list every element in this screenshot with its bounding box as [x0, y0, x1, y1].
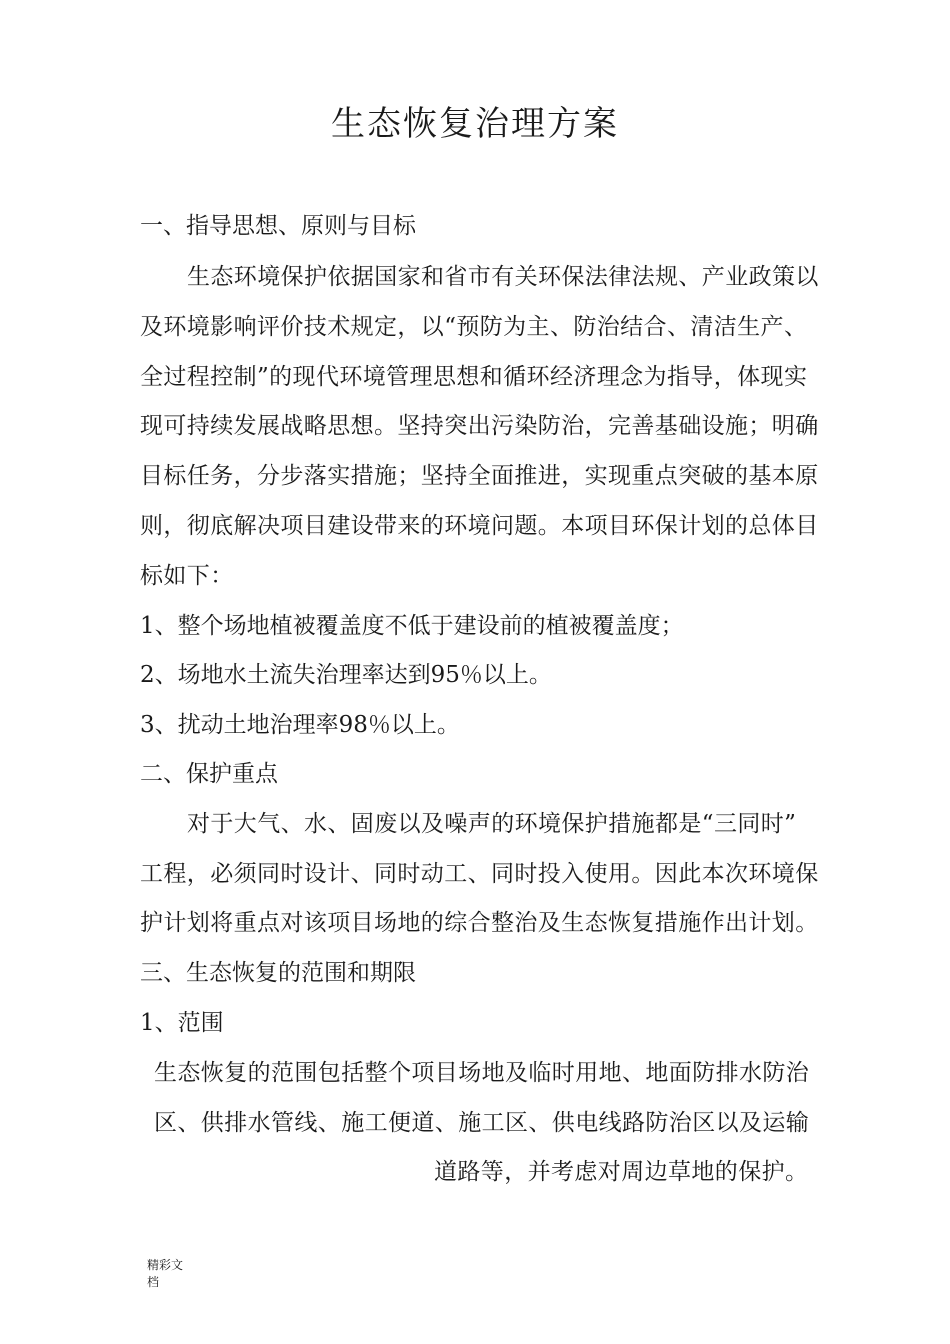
paragraph-line: 现可持续发展战略思想。坚持突出污染防治，完善基础设施；明确 [140, 413, 819, 439]
paragraph-line: 护计划将重点对该项目场地的综合整治及生态恢复措施作出计划。 [140, 910, 819, 936]
section-heading-protection-focus: 二、保护重点 [140, 761, 278, 787]
subsection-heading-scope: 1、范围 [140, 1010, 224, 1036]
paragraph-line: 目标任务，分步落实措施；坚持全面推进，实现重点突破的基本原 [140, 463, 819, 489]
goal-item: 3、扰动土地治理率98％以上。 [140, 712, 460, 738]
footer-line: 档 [147, 1275, 160, 1289]
footer-watermark [147, 1257, 207, 1291]
paragraph-line: 则，彻底解决项目建设带来的环境问题。本项目环保计划的总体目 [140, 513, 819, 539]
page-title: 生态恢复治理方案 [331, 104, 619, 144]
goal-item: 2、场地水土流失治理率达到95％以上。 [140, 662, 552, 688]
section-heading-restoration-scope: 三、生态恢复的范围和期限 [140, 960, 416, 986]
paragraph-line: 全过程控制”的现代环境管理思想和循环经济理念为指导，体现实 [140, 364, 808, 390]
section-heading-guiding-principles: 一、指导思想、原则与目标 [140, 213, 416, 239]
paragraph-line: 工程，必须同时设计、同时动工、同时投入使用。因此本次环境保 [140, 861, 819, 887]
paragraph-line: 道路等，并考虑对周边草地的保护。 [434, 1159, 809, 1185]
paragraph-line: 生态环境保护依据国家和省市有关环保法律法规、产业政策以 [187, 264, 819, 290]
paragraph-line: 及环境影响评价技术规定，以“预防为主、防治结合、清洁生产、 [140, 314, 808, 340]
paragraph-line: 对于大气、水、固废以及噪声的环境保护措施都是“三同时” [187, 811, 797, 837]
goal-item: 1、整个场地植被覆盖度不低于建设前的植被覆盖度； [140, 613, 684, 639]
paragraph-line: 生态恢复的范围包括整个项目场地及临时用地、地面防排水防治 [154, 1060, 810, 1086]
paragraph-line: 区、供排水管线、施工便道、施工区、供电线路防治区以及运输 [154, 1110, 810, 1136]
footer-line: 精彩文 [147, 1258, 184, 1272]
paragraph-line: 标如下： [140, 563, 234, 589]
